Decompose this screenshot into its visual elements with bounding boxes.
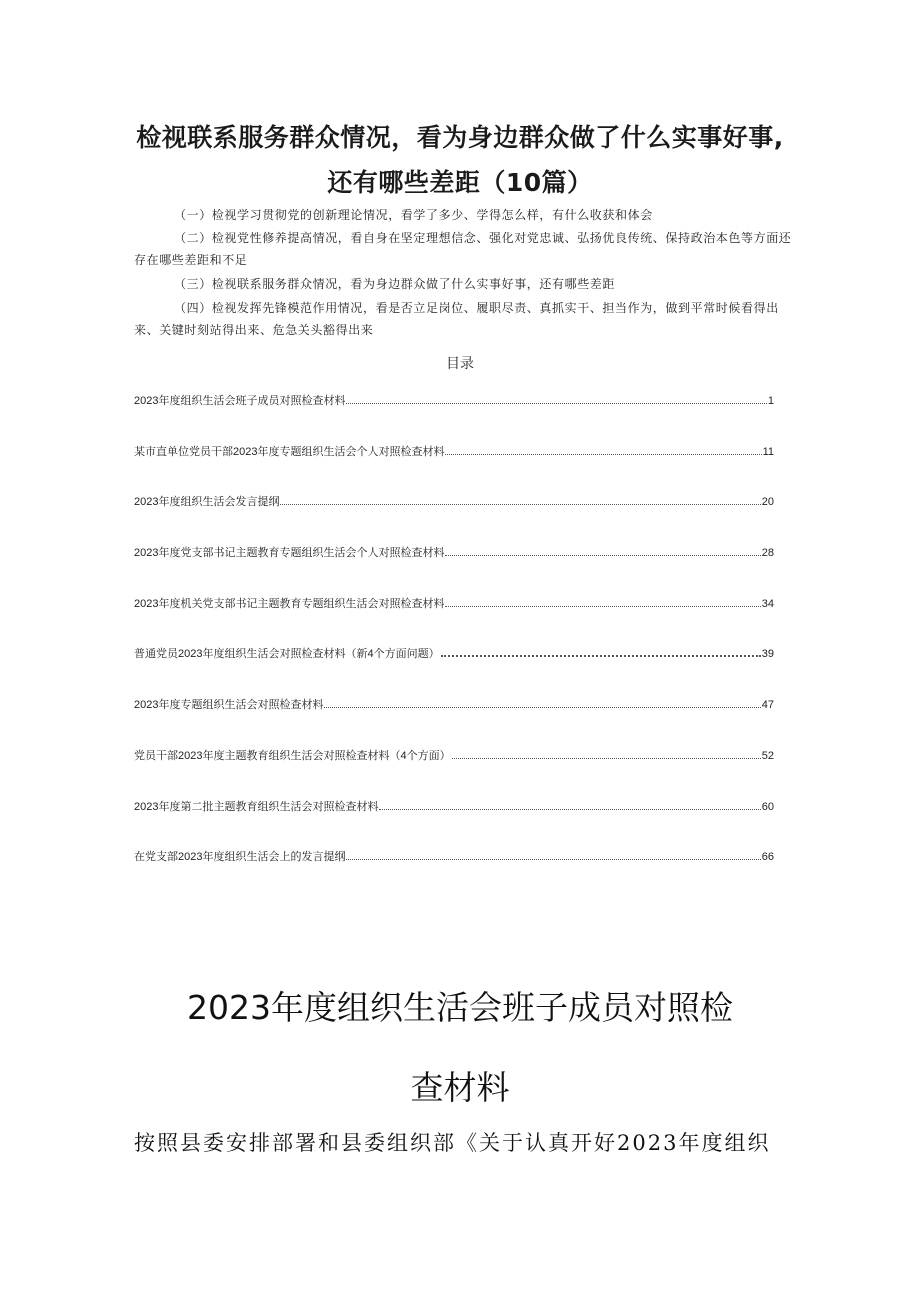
- toc-dot-leader: [346, 395, 766, 404]
- toc-entry[interactable]: [134, 392, 774, 443]
- toc-entry[interactable]: [134, 544, 774, 595]
- toc-dot-leader: [445, 446, 761, 455]
- intro-item-1: [134, 204, 794, 226]
- intro-item-4: [134, 297, 794, 341]
- toc-entry[interactable]: [134, 848, 774, 899]
- toc-entry-page: 60: [761, 800, 774, 813]
- intro-item-2: [134, 227, 794, 271]
- toc-entry-page: 47: [761, 699, 774, 712]
- intro-text: （一）检视学习贯彻党的创新理论情况，看学了多少、学得怎么样，有什么收获和体会: [174, 208, 653, 222]
- toc-entry-page: 20: [761, 496, 774, 509]
- section-title-line-2: 查材料: [410, 1068, 510, 1107]
- toc-entry-label: 2023年度机关党支部书记主题教育专题组织生活会对照检查材料: [134, 597, 445, 610]
- toc-entry-page: 39: [761, 648, 774, 661]
- toc-entry-page: 1: [767, 395, 774, 407]
- toc-entry-label: 党员干部2023年度主题教育组织生活会对照检查材料（4个方面）: [134, 749, 451, 762]
- toc-entry[interactable]: [134, 798, 774, 849]
- toc-entry-page: 34: [761, 597, 774, 610]
- toc-dot-leader: [379, 801, 760, 810]
- toc-entry[interactable]: [134, 747, 774, 798]
- toc-entry-page: 52: [761, 749, 774, 762]
- toc-entry[interactable]: [134, 696, 774, 747]
- toc-entry-page: 28: [761, 547, 774, 560]
- body-paragraph: 按照县委安排部署和县委组织部《关于认真开好2023年度组织: [134, 1131, 771, 1155]
- toc-entry-label: 2023年度党支部书记主题教育专题组织生活会个人对照检查材料: [134, 547, 445, 560]
- toc-entry-label: 2023年度专题组织生活会对照检查材料: [134, 699, 324, 712]
- toc-entry-label: 在党支部2023年度组织生活会上的发言提纲: [134, 851, 346, 864]
- toc-entry[interactable]: [134, 443, 774, 494]
- toc-entry-label: 2023年度组织生活会班子成员对照检查材料: [134, 395, 346, 407]
- toc-dot-leader: [324, 699, 760, 708]
- intro-text: （三）检视联系服务群众情况，看为身边群众做了什么实事好事，还有哪些差距: [174, 277, 616, 291]
- document-title-line-1: 检视联系服务群众情况，看为身边群众做了什么实事好事,: [136, 123, 784, 152]
- document-title-line-2: 还有哪些差距（10篇）: [327, 168, 593, 197]
- toc-dot-leader: [445, 547, 760, 556]
- section-title-line-1: 2023年度组织生活会班子成员对照检: [187, 988, 733, 1027]
- toc-entry[interactable]: [134, 493, 774, 544]
- toc-entry[interactable]: [134, 645, 774, 696]
- toc-dot-leader: [441, 647, 761, 657]
- toc-entry-page: 11: [762, 445, 774, 458]
- toc-entry-page: 66: [761, 851, 774, 864]
- intro-text: （二）检视党性修养提高情况，看自身在坚定理想信念、强化对党忠诚、弘扬优良传统、保持政治本色等方面还存在哪些差距和不足: [134, 231, 792, 267]
- toc-dot-leader: [445, 598, 760, 607]
- toc-entry-label: 普通党员2023年度组织生活会对照检查材料（新4个方面问题）: [134, 648, 440, 661]
- toc-entry-label: 2023年度组织生活会发言提纲: [134, 496, 280, 509]
- toc-heading: 目录: [446, 356, 474, 372]
- toc-entry-label: 某市直单位党员干部2023年度专题组织生活会个人对照检查材料: [134, 445, 445, 458]
- toc-entry-label: 2023年度第二批主题教育组织生活会对照检查材料: [134, 800, 379, 813]
- intro-text: （四）检视发挥先锋模范作用情况，看是否立足岗位、履职尽责、真抓实干、担当作为，做到平常时候看得出来、关键时刻站得出来、危急关头豁得出来: [134, 301, 779, 337]
- table-of-contents: [134, 392, 774, 899]
- toc-dot-leader: [280, 496, 760, 505]
- intro-item-3: [134, 273, 794, 295]
- toc-dot-leader: [346, 851, 760, 860]
- toc-dot-leader: [452, 750, 761, 759]
- toc-entry[interactable]: [134, 595, 774, 646]
